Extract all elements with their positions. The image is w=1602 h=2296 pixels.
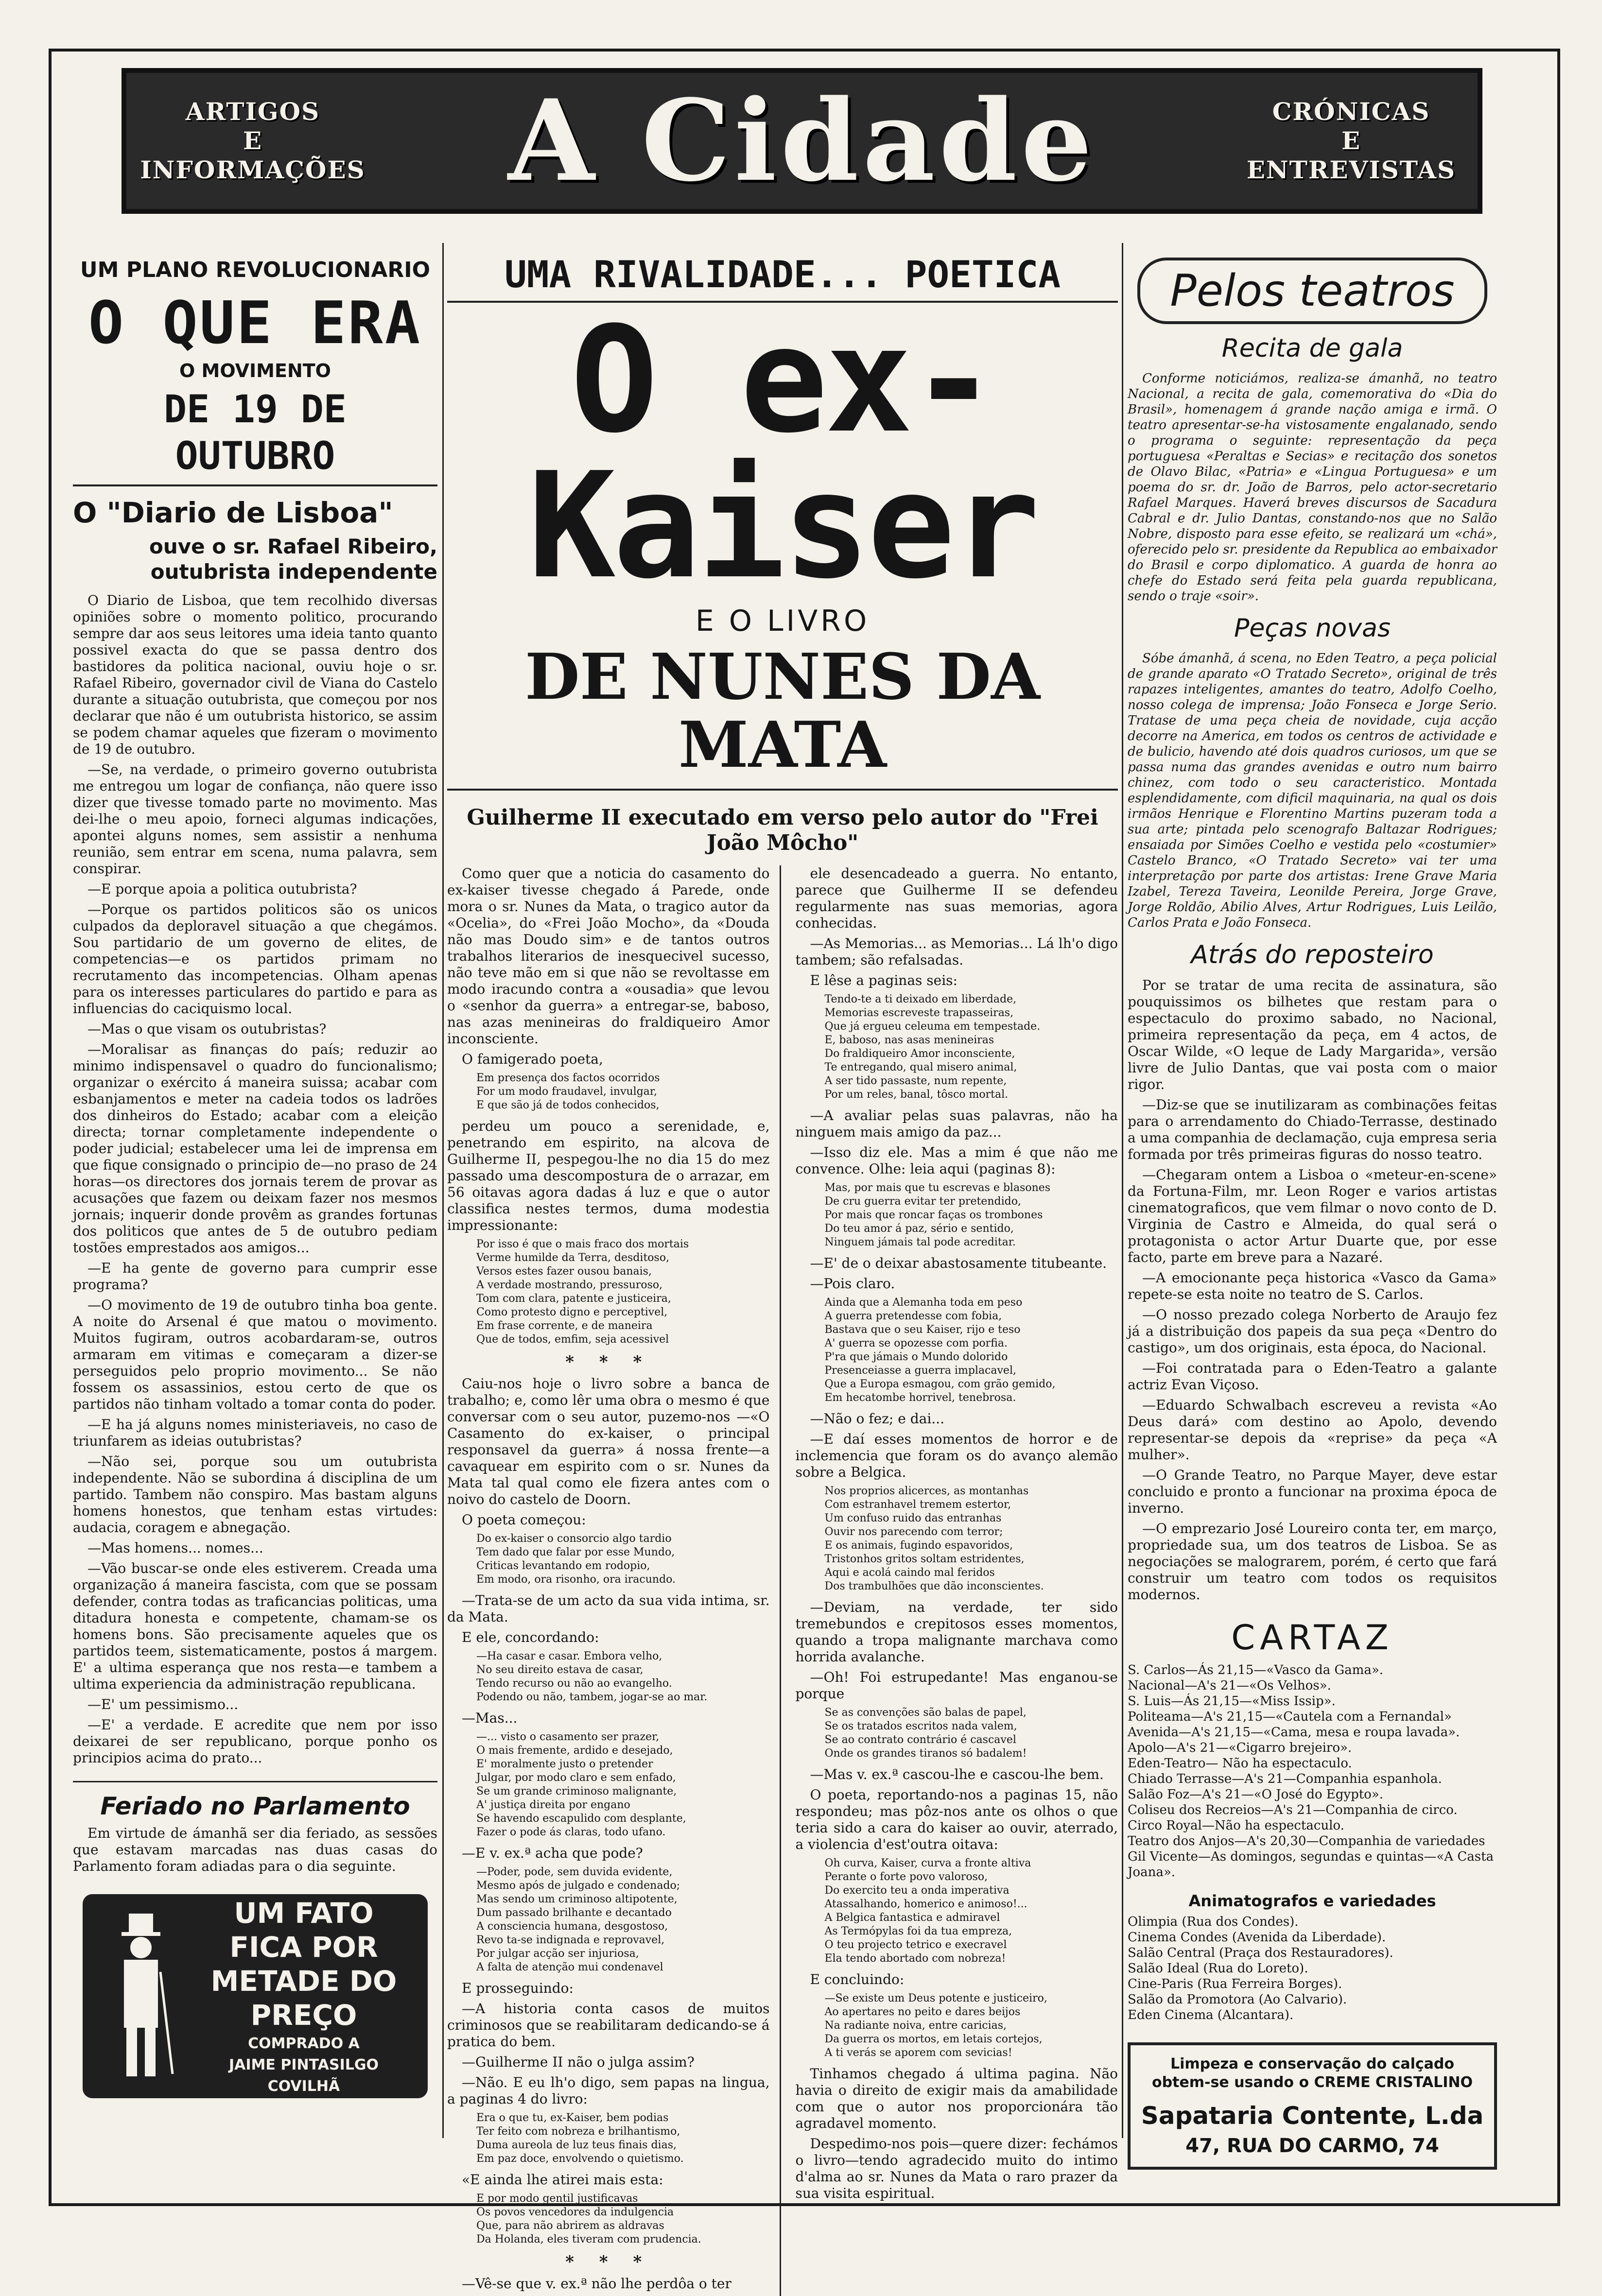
- cinema-item: Eden Cinema (Alcantara).: [1128, 2008, 1294, 2022]
- cartaz-item: S. Carlos—Ás 21,15—«Vasco da Gama».: [1128, 1663, 1383, 1677]
- cartaz-item: Coliseu dos Recreios—A's 21—Companhia de circo.: [1128, 1803, 1458, 1817]
- paragraph: —Oh! Foi estrupedante! Mas enganou-se porque: [795, 1669, 1118, 1702]
- cartaz-item: Teatro dos Anjos—A's 20,30—Companhia de variedades: [1128, 1834, 1485, 1848]
- cartaz-item: Avenida—A's 21,15—«Cama, mesa e roupa lavada».: [1128, 1725, 1460, 1740]
- promo-line-1: UM FATO: [234, 1897, 374, 1930]
- paragraph: Como quer que a noticia do casamento do ex-kaiser tivesse chegado á Parede, onde mora o sr. Nunes da Mata, o tragico autor da «Ocelia», do «Frei João Mocho», da «Douda não mas Doudo sim» e de tantos outros trabalhos literarios de inesquecivel sucesso, não teve mão em si que não se revoltasse em modo iracundo contra a «ousadia» que levou o «senhor da guerra» a entregar-se, baboso, nas azas menineiras do fraldiqueiro Amor inconsciente.: [447, 865, 770, 1047]
- cartaz-item: Gil Vicente—As domingos, segundas e quintas—«A Casta Joana».: [1128, 1849, 1494, 1880]
- verse: Oh curva, Kaiser, curva a fronte altiva Perante o forte povo valoroso, Do exercito teu a onda imperativa Atassalhando, homerico e animoso!... A Belgica fantastica e admiravel As Termópylas foi da tua empreza, O teu projecto tetrico e execravel Ela tendo abortado com nobreza!: [824, 1857, 1031, 1965]
- headline-o-que-era: O QUE ERA: [88, 290, 422, 357]
- paragraph: —Eduardo Schwalbach escreveu a revista «Ao Deus dará» com destino ao Apolo, devendo representar-se depois da «reprise» da peça «A mulher».: [1128, 1397, 1497, 1463]
- headline-ex-kaiser: O ex-Kaiser: [528, 295, 1037, 611]
- article-deck: Guilherme II executado em verso pelo autor do "Frei João Môcho": [467, 805, 1098, 855]
- paragraph: —Mas o que visam os outubristas?: [87, 1021, 327, 1037]
- paragraph: Tinhamos chegado á ultima pagina. Não havia o direito de exigir mais da amabilidade com que o autor nos proporcionára tão agradavel momento.: [795, 2066, 1118, 2131]
- paragraph: —E daí esses momentos de horror e de inclemencia que foram os do avanço alemão sobre a Belgica.: [795, 1431, 1118, 1480]
- masthead-right-line-2: E: [1341, 126, 1361, 155]
- cartaz-item: Politeama—A's 21,15—«Cautela com a Fernandal»: [1128, 1709, 1452, 1724]
- verse: —Se existe um Deus potente e justiceiro, Ao apertares no peito e dares beijos Na radiante noiva, entre caricias, Da guerra os mortos, em letais cortejos, A ti verás se aporem com sevicias!: [824, 1992, 1047, 2059]
- shoe-shop-advertisement: [1128, 2042, 1497, 2170]
- paragraph: Por se tratar de uma recita de assinatura, são pouquissimos os bilhetes que restam para o espectaculo do proximo sabado, no Nacional, primeira representação da peça, em 4 actos, de Oscar Wilde, «O leque de Lady Margarida», versão livre de Julio Dantas, que vai posta com o maior rigor.: [1128, 977, 1497, 1092]
- paragraph: —Não sei, porque sou um outubrista independente. Não se subordina á disciplina de um partido. Tambem não conspiro. Mas bastam alguns homens honestos, que tenham estas virtudes: audacia, coragem e abnegação.: [73, 1453, 437, 1536]
- verse: Mas, por mais que tu escrevas e blasones De cru guerra evitar ter pretendido, Por mais que roncar faças os trombones Do teu amor á paz, sério e sentido, Ninguem jámais tal pode acreditar.: [824, 1182, 1051, 1248]
- section-separator: * * *: [565, 2252, 652, 2272]
- center-left-column: [447, 865, 781, 2296]
- paragraph: Caiu-nos hoje o livro sobre a banca de trabalho; e, como lêr uma obra o mesmo é que conversar com o seu autor, puzemo-nos —«O Casamento do ex-kaiser, o principal responsavel da guerra» á nossa frente—a cavaquear em espirito com o sr. Nunes da Mata tal qual como ele fizera antes com o noivo do castelo de Doorn.: [447, 1376, 770, 1507]
- masthead: [122, 68, 1482, 214]
- paragraph: —A historia conta casos de muitos criminosos que se reabilitaram dedicando-se á pratica do bem.: [447, 2001, 770, 2050]
- verse: E por modo gentil justificavas Os povos vencedores da indulgencia Que, para não abrirem as aldravas Da Holanda, eles tiveram com prudencia.: [476, 2192, 701, 2245]
- paragraph: —Chegaram ontem a Lisboa o «meteur-en-scene» da Fortuna-Film, mr. Leon Roger e varios artistas cinematograficos, que vem filmar o novo conto de D. Virginia de Castro e Almeida, do qual será o protagonista o actor Artur Duarte que, por esse facto, parte em breve para a Nazaré.: [1128, 1167, 1497, 1265]
- masthead-left-line-3: INFORMAÇÕES: [140, 155, 366, 184]
- paragraph: O famigerado poeta,: [462, 1051, 603, 1067]
- ad-address: 47, RUA DO CARMO, 74: [1185, 2135, 1439, 2157]
- masthead-left-line-1: ARTIGOS: [185, 97, 320, 126]
- cinema-title: Animatografos e variedades: [1188, 1892, 1436, 1910]
- promo-line-3: METADE DO PREÇO: [210, 1965, 397, 2032]
- paragraph: —O emprezario José Loureiro conta ter, em março, propriedade sua, um dos teatros de Lisboa. Se as negociações se malograrem, porém, é certo que fará construir um teatro com todos os requisitos modernos.: [1128, 1520, 1497, 1603]
- paragraph: —E ha gente de governo para cumprir esse programa?: [73, 1260, 437, 1293]
- paragraph: —Porque os partidos politicos são os unicos culpados da deploravel situação a que chegámos. Sou partidario de um governo de elites, de competencias—e os partidos primam no recrutamento das incompetencias. Olham apenas para os interesses particulares do partido e para as influencias do caciquismo local.: [73, 901, 437, 1017]
- center-columns: [447, 865, 1118, 2296]
- cinema-item: Olimpia (Rua dos Condes).: [1128, 1915, 1299, 1929]
- paragraph: —Moralisar as finanças do país; reduzir ao minimo indispensavel o quadro do funcionalismo; organizar o exército á maneira suissa; acabar com esbanjamentos e meter na cadeia todos os ladrões dos dinheiros do Estado; acabar com a eleição directa; tornar completamente independente o poder judicial; estabelecer uma lei de imprensa em que fique consignado o principio de—no praso de 24 horas—os directores dos jornais terem de provar as acusações que fazem ou deixam fazer nos mesmos jornais; inquerir donde provêm as grandes fortunas dos politicos que antes de 5 de outubro pediam tostões emprestados aos amigos...: [73, 1041, 437, 1256]
- feriado-title: Feriado no Parlamento: [73, 1781, 437, 1820]
- paragraph: —Mas homens... nomes...: [87, 1540, 263, 1556]
- cartaz-item: S. Luis—Ás 21,15—«Miss Issip».: [1128, 1694, 1336, 1709]
- paragraph: —Não. E eu lh'o digo, sem papas na lingua, a paginas 4 do livro:: [447, 2074, 770, 2107]
- cartaz-item: Eden-Teatro— Não ha espectaculo.: [1128, 1756, 1352, 1771]
- paragraph: —Se, na verdade, o primeiro governo outubrista me entregou um logar de confiança, não quere isso dizer que tivesse tomado parte no movimento. Mas dei-lhe o meu apoio, forneci algumas indicações, apontei alguns nomes, sem assistir a nenhuma reunião, sem entrar em scena, numa palavra, sem conspirar.: [73, 761, 437, 877]
- cartaz-title: CARTAZ: [1231, 1618, 1393, 1657]
- kicker-plano: UM PLANO REVOLUCIONARIO: [80, 258, 431, 282]
- verse: —... visto o casamento ser prazer, O mais fremente, ardido e desejado, E' moralmente justo o pretender Julgar, por modo claro e sem enfado, Se um grande criminoso malignante, A' justiça direita por engano Se havendo escapulido com desplante, Fazer o pode ás claras, todo ufano.: [476, 1731, 686, 1838]
- paragraph: —A avaliar pelas suas palavras, não ha ninguem mais amigo da paz...: [795, 1107, 1118, 1140]
- paragraph: ele desencadeado a guerra. No entanto, parece que Guilherme II se defendeu regularmente nas suas memorias, agora conhecidas.: [795, 865, 1118, 931]
- paragraph: —E ha já alguns nomes ministeriaveis, no caso de triunfarem as ideias outubristas?: [73, 1416, 437, 1449]
- cartaz-item: Salão Foz—A's 21—«O José do Egypto».: [1128, 1787, 1383, 1802]
- paragraph: —Mas...: [462, 1710, 518, 1726]
- verse: Tendo-te a ti deixado em liberdade, Memorias escreveste trapasseiras, Que já ergueu celeuma em tempestade. E, baboso, nas asas menineiras Do fraldiqueiro Amor inconsciente, Te entregando, qual misero animal, A ser tido passaste, num repente, Por um reles, banal, tôsco mortal.: [824, 993, 1041, 1101]
- paragraph: —Isso diz ele. Mas a mim é que não me convence. Olhe: leia aqui (paginas 8):: [795, 1144, 1118, 1177]
- paragraph: —O Grande Teatro, no Parque Mayer, deve estar concluido e pronto a funcionar na proxima época de inverno.: [1128, 1467, 1497, 1516]
- cinema-item: Cinema Condes (Avenida da Liberdade).: [1128, 1930, 1386, 1945]
- masthead-right-box: [1225, 92, 1478, 190]
- paragraph: E concluindo:: [810, 1971, 905, 1987]
- paragraph: —E' um pessimismo...: [87, 1696, 239, 1712]
- paragraph: E lêse a paginas seis:: [810, 972, 958, 988]
- verse: —Poder, pode, sem duvida evidente, Mesmo após de julgado e condenado; Mas sendo um criminoso altipotente, Dum passado brilhante e decantado A consciencia humana, desgostoso, Revo ta-se indignada e reprovavel, Por julgar acção ser injuriosa, A falta de atenção mui condenavel: [476, 1866, 680, 1973]
- cinema-item: Salão da Promotora (Ao Calvario).: [1128, 1992, 1347, 2007]
- promo-line-4: COMPRADO A: [248, 2035, 360, 2052]
- paragraph: O Diario de Lisboa, que tem recolhido diversas opiniões sobre o momento politico, procurando sempre dar aos seus leitores uma ideia tanto quanto possivel exacta do que se passa dentro dos bastidores da politica nacional, ouviu hoje o sr. Rafael Ribeiro, governador civil de Viana do Castelo durante a situação outubrista, que começou por nos declarar que não é um outubrista historico, se assim se podem chamar aqueles que fizeram o movimento de 19 de outubro.: [73, 592, 437, 757]
- verse: Nos proprios alicerces, as montanhas Com estranhavel tremem estertor, Um confuso ruido das entranhas Ouvir nos parecendo com terror; E os animais, fugindo espavoridos, Tristonhos gritos soltam estridentes, Aqui e acolá caindo mal feridos Dos trambulhões que dão inconscientes.: [824, 1485, 1044, 1592]
- paragraph: O poeta, reportando-nos a paginas 15, não respondeu; mas pôz-nos ante os olhos o que teria sido a cara do kaiser ao ouvir, aterrado, a violencia d'est'outra oitava:: [795, 1787, 1118, 1852]
- column-rule-left: [442, 243, 444, 2138]
- masthead-right-line-1: CRÓNICAS: [1272, 97, 1430, 126]
- paragraph: «E ainda lhe atirei mais esta:: [462, 2172, 663, 2188]
- paragraph: O poeta começou:: [462, 1512, 586, 1528]
- promo-line-6: COVILHÃ: [267, 2078, 340, 2095]
- cinema-item: Cine-Paris (Rua Ferreira Borges).: [1128, 1977, 1342, 1991]
- masthead-left-box: [126, 92, 379, 190]
- paragraph: —Diz-se que se inutilizaram as combinações feitas para o arrendamento do Chiado-Terrasse, destinado a uma companhia de declamação, cuja empresa seria formada por três primeiras figuras do nosso teatro.: [1128, 1097, 1497, 1162]
- paragraph: —Vê-se que v. ex.ª não lhe perdôa o ter: [462, 2276, 731, 2292]
- ad-line-2: obtem-se usando o CREME CRISTALINO: [1151, 2074, 1473, 2091]
- promo-line-5: JAIME PINTASILGO: [229, 2056, 379, 2073]
- column-rule-right: [1122, 243, 1123, 2138]
- verse: Por isso é que o mais fraco dos mortais Verme humilde da Terra, desditoso, Versos estes fazer ousou banais, A verdade mostrando, pressuroso, Tom com clara, patente e justiceira, Como protesto digno e perceptivel, Em frase corrente, e de maneira Que de todos, emfim, seja acessivel: [476, 1238, 689, 1346]
- paragraph: E prosseguindo:: [462, 1980, 574, 1996]
- paragraph: —O nosso prezado colega Norberto de Araujo fez já a distribuição dos papeis da sua peça «Dentro do castigo», um dos originais, esta época, do Nacional.: [1128, 1307, 1497, 1356]
- subhead-e-o-livro: E O LIVRO: [695, 604, 870, 638]
- verse: Ainda que a Alemanha toda em peso A guerra pretendesse com fobia, Bastava que o seu Kaiser, rijo e teso A' guerra se opozesse com porfia. P'ra que jámais o Mundo dolorido Presenceiasse a guerra implacavel, Que a Europa esmagou, com grão gemido, Em hecatombe horrivel, tenebrosa.: [824, 1296, 1056, 1404]
- masthead-right-line-3: ENTREVISTAS: [1246, 155, 1456, 184]
- verse: —Ha casar e casar. Embora velho, No seu direito estava de casar, Tendo recurso ou não ao evangelho. Podendo ou não, tambem, jogar-se ao mar.: [476, 1650, 708, 1703]
- newspaper-title: A Cidade: [508, 75, 1096, 207]
- verse: Se as convenções são balas de papel, Se os tratados escritos nada valem, Se ao contrato contrário é cascavel Onde os grandes tiranos só badalem!: [824, 1707, 1027, 1760]
- promo-text: [180, 1896, 428, 2096]
- section-title-pelos-teatros: Pelos teatros: [1137, 258, 1487, 324]
- cartaz-item: Apolo—A's 21—«Cigarro brejeiro».: [1128, 1741, 1352, 1755]
- paragraph: —E' a verdade. E acredite que nem por isso deixarei de ser republicano, porque ponho os principios acima do prato...: [73, 1717, 437, 1766]
- paragraph: Conforme noticiámos, realiza-se ámanhã, no teatro Nacional, a recita de gala, comemorativa do «Dia do Brasil», homenagem á grande nação amiga e irmã. O teatro apresentar-se-ha vistosamente engalanado, sendo o programa o seguinte: representação da peça portuguesa «Peraltas e Secias» e recitação dos sonetos de Olavo Bilac, «Patria» e «Lingua Portuguesa» e um poema do sr. dr. João de Barros, pelo actor-secretario Rafael Marques. Haverá breves discursos de Sacadura Cabral e dr. Julio Dantas, constando-nos que no Salão Nobre, disposto para esse efeito, se realizará um «chá», oferecido pelo sr. presidente da Republica ao embaixador do Brasil e corpo diplomatico. A guarda de honra ao chefe do Estado será feita pela guarda republicana, sendo o traje «soir».: [1128, 371, 1497, 604]
- paragraph: —Mas v. ex.ª cascou-lhe e cascou-lhe bem.: [810, 1766, 1104, 1782]
- subsection-atras-do-reposteiro: Atrás do reposteiro: [1191, 940, 1434, 969]
- paragraph: —E v. ex.ª acha que pode?: [462, 1845, 643, 1861]
- column-center: [447, 238, 1118, 2292]
- paragraph: —E porque apoia a politica outubrista?: [87, 881, 357, 897]
- cinema-item: Salão Central (Praça dos Restauradores).: [1128, 1946, 1393, 1960]
- cartaz-item: Nacional—A's 21—«Os Velhos».: [1128, 1678, 1331, 1693]
- subhead-nunes-da-mata: DE NUNES DA MATA: [447, 643, 1118, 791]
- paragraph: —As Memorias... as Memorias... Lá lh'o digo tambem; são refalsadas.: [795, 935, 1118, 968]
- article-subtitle: ouve o sr. Rafael Ribeiro, outubrista independente: [149, 535, 437, 584]
- paragraph: —Não o fez; e dai...: [810, 1411, 944, 1427]
- column-left: [73, 238, 437, 2148]
- verse: Do ex-kaiser o consorcio algo tardio Tem dado que falar por esse Mundo, Criticas levantando em rodopio, Em modo, ora risonho, ora iracundo.: [476, 1533, 676, 1586]
- paragraph: —O movimento de 19 de outubro tinha boa gente. A noite do Arsenal é que matou o movimento. Muitos fugiram, outros acobardaram-se, outros armaram em vitimas e começaram a dizer-se perseguidos pelo proprio movimento... Se não fossem os assassinios, estou certo de que os partidos não tinham voltado a tomar conta do poder.: [73, 1297, 437, 1412]
- subhead-19-outubro: DE 19 DE OUTUBRO: [73, 386, 437, 486]
- column-right: [1128, 238, 1497, 2157]
- feriado-text: Em virtude de ámanhã ser dia feriado, as sessões que estavam marcadas nas duas casas do Parlamento foram adiadas para o dia seguinte.: [73, 1825, 437, 1874]
- paragraph: perdeu um pouco a serenidade, e, penetrando em espirito, na alcova de Guilherme II, pespegou-lhe no dia 15 do mez passado uma descompostura de o arrazar, em 56 oitavas agora dadas á luz e que o autor classifica nestes termos, duma modestia impressionante:: [447, 1118, 770, 1233]
- paragraph: —Trata-se de um acto da sua vida intima, sr. da Mata.: [447, 1592, 770, 1625]
- verse: Em presença dos factos ocorridos For um modo fraudavel, invulgar, E que são já de todos conhecidos,: [476, 1072, 660, 1111]
- kicker-rivalidade: UMA RIVALIDADE... POETICA: [447, 253, 1118, 303]
- masthead-left-line-2: E: [243, 126, 263, 155]
- cartaz-item: Circo Royal—Não ha espectaculo.: [1128, 1818, 1344, 1833]
- subsection-pecas-novas: Peças novas: [1234, 614, 1391, 643]
- paragraph: —Vão buscar-se onde eles estiverem. Creada uma organização á maneira fascista, com que se possam defender, contra todas as traficancias politicas, uma ditadura honesta e competente, chamam-se os homens bons. São precisamente aqueles que os partidos teem, sistematicamente, postos á margem. E' a ultima esperança que nos resta—e tambem a ultima experiencia da administração republicana.: [73, 1560, 437, 1692]
- center-right-column: [796, 865, 1118, 2296]
- cartaz-item: Chiado Terrasse—A's 21—Companhia espanhola.: [1128, 1772, 1442, 1786]
- article-title-diario: O "Diario de Lisboa": [73, 496, 393, 529]
- verse: Era o que tu, ex-Kaiser, bem podias Ter feito com nobreza e brilhantismo, Duma aureola de luz teus finais dias, Em paz doce, envolvendo o quietismo.: [476, 2112, 684, 2165]
- paragraph: —Guilherme II não o julga assim?: [462, 2054, 695, 2070]
- cinema-item: Salão Ideal (Rua do Loreto).: [1128, 1961, 1308, 1976]
- ad-shop-name: Sapataria Contente, L.da: [1141, 2102, 1484, 2130]
- paragraph: —Deviam, na verdade, ter sido tremebundos e crepitosos esses momentos, quando a tropa malignante marchava como horrida avalanche.: [795, 1599, 1118, 1665]
- section-separator: * * *: [565, 1352, 652, 1372]
- paragraph: —E' de o deixar abastosamente titubeante.: [810, 1255, 1107, 1271]
- paragraph: E ele, concordando:: [462, 1629, 599, 1645]
- promo-line-2: FICA POR: [229, 1931, 378, 1964]
- paragraph: Despedimo-nos pois—quere dizer: fechámos o livro—tendo agradecido muito do intimo d'alma ao sr. Nunes da Mata o raro prazer da sua visita espiritual.: [795, 2136, 1118, 2201]
- ad-line-1: Limpeza e conservação do calçado: [1170, 2055, 1454, 2072]
- paragraph: —A emocionante peça historica «Vasco da Gama» repete-se esta noite no teatro de S. Carlos.: [1128, 1270, 1497, 1302]
- gentleman-figure-icon: [102, 1909, 180, 2084]
- tailor-advertisement: [83, 1894, 428, 2098]
- subsection-recita-de-gala: Recita de gala: [1221, 334, 1403, 363]
- paragraph: Sóbe ámanhã, á scena, no Eden Teatro, a peça policial de grande aparato «O Tratado Secreto», original de três rapazes inteligentes, amantes do teatro, Adolfo Coelho, nosso colega de imprensa; João Fonseca e Jorge Serio. Tratase de uma peça cheia de novidade, cuja acção decorre na America, em todos os centros de actividade e de bulicio, havendo até dois quadros curiosos, um que se passa numa das grandes avenidas e outro num bairro chinez, com todo o seu caracteristico. Montada esplendidamente, com dificil maquinaria, na qual os dois irmãos Henrique e Florentino Martins puzeram toda a sua arte; pintada pelo scenografo Baltazar Rodrigues; ensaiada por Simões Coelho e vestida pelo «costumier» Castelo Branco, «O Tratado Secreto» vai ter uma interpretação por parte dos artistas: Irene Grave Maria Izabel, Tereza Taveira, Leonilde Pereira, Jorge Grave, Jorge Roldão, Abilio Alves, Artur Rodrigues, Luis Leilão, Carlos Prata e João Fonseca.: [1128, 651, 1497, 930]
- paragraph: —Foi contratada para o Eden-Teatro a galante actriz Evan Viçoso.: [1128, 1360, 1497, 1393]
- subhead-movimento: O MOVIMENTO: [179, 360, 331, 381]
- paragraph: —Pois claro.: [810, 1276, 895, 1292]
